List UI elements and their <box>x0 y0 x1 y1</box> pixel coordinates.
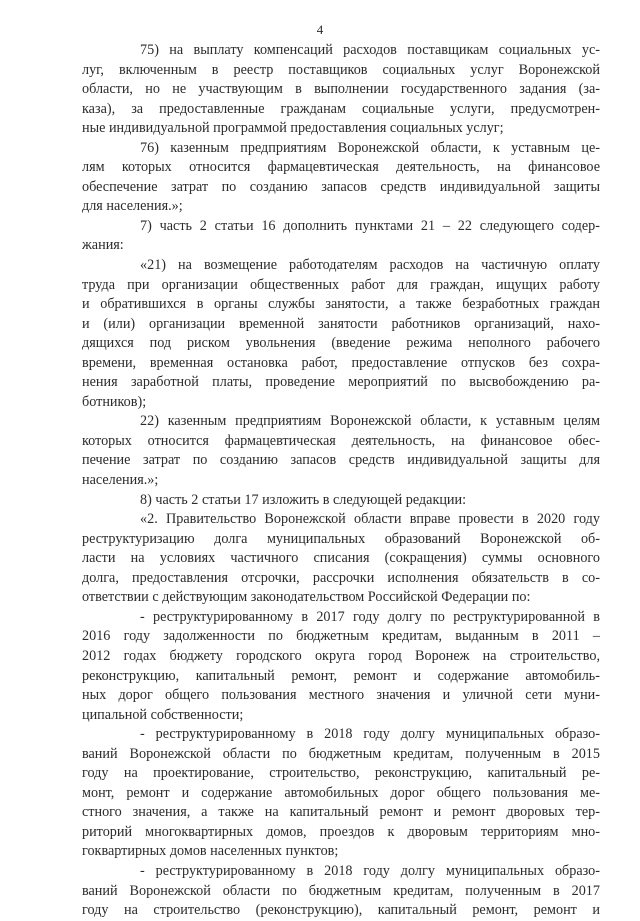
text-line: жания: <box>82 237 124 254</box>
text-line: - реструктурированному в 2017 году долгу по реструктурированной в <box>140 608 600 625</box>
text-line: стного значения, а также на капитальный ремонт и ремонт дворовых тер- <box>82 804 600 821</box>
text-line: каза), за предоставленные гражданам социальные услуги, предусмотрен- <box>82 100 600 117</box>
text-line: 2016 году задолженности по бюджетным кредитам, выданным в 2011 – <box>82 628 600 645</box>
text-line: риторий многоквартирных домов, проездов к дворовым территориям мно- <box>82 823 600 840</box>
text-line: году на строительство (реконструкцию), капитальный ремонт, ремонт и <box>82 902 600 919</box>
text-line: области, но не участвующим в выполнении государственного задания (за- <box>82 81 600 98</box>
text-line: лям которых относится фармацевтическая деятельность, на финансовое <box>82 159 600 176</box>
text-line: ных дорог общего пользования местного значения и уличной сети муни- <box>82 687 600 704</box>
text-line: монт, ремонт и содержание автомобильных дорог общего пользования ме- <box>82 784 600 801</box>
text-line: гоквартирных домов населенных пунктов; <box>82 843 339 860</box>
text-line: которых относится фармацевтическая деятельность, на финансовое обес- <box>82 432 600 449</box>
text-line: 2012 годах бюджету городского округа город Воронеж на строительство, <box>82 647 600 664</box>
text-line: труда при организации общественных работ для граждан, ищущих работу <box>82 276 600 293</box>
text-line: 7) часть 2 статьи 16 дополнить пунктами 21 – 22 следующего содер- <box>140 217 600 234</box>
text-line: реконструкцию, капитальный ремонт, ремонт и содержание автомобиль- <box>82 667 600 684</box>
text-line: - реструктурированному в 2018 году долгу муниципальных образо- <box>140 862 600 879</box>
text-line: 8) часть 2 статьи 17 изложить в следующей редакции: <box>140 491 467 508</box>
text-line: «21) на возмещение работодателям расходов на частичную оплату <box>140 257 600 274</box>
text-line: дящихся под риском увольнения (введение режима неполного рабочего <box>82 335 600 352</box>
text-line: 22) казенным предприятиям Воронежской области, к уставным целям <box>140 413 600 430</box>
text-line: и (или) организации временной занятости работников организаций, нахо- <box>82 315 600 332</box>
text-line: 76) казенным предприятиям Воронежской области, к уставным це- <box>140 139 600 156</box>
text-line: ласти на условиях частичного списания (сокращения) суммы основного <box>82 550 600 567</box>
text-line: ботников); <box>82 393 147 410</box>
page-number: 4 <box>316 22 324 37</box>
document-body <box>82 41 600 921</box>
text-line: году на проектирование, строительство, реконструкцию, капитальный ре- <box>82 765 600 782</box>
text-line: ваний Воронежской области по бюджетным кредитам, полученным в 2017 <box>82 882 600 899</box>
text-line: населения.»; <box>82 472 159 489</box>
text-line: луг, включенным в реестр поставщиков социальных услуг Воронежской <box>82 61 600 78</box>
text-line: реструктуризацию долга муниципальных образований Воронежской об- <box>82 530 600 547</box>
text-line: печение затрат по созданию запасов средств индивидуальной защиты для <box>82 452 600 469</box>
text-line: времени, временная остановка работ, предоставление отпусков без сохра- <box>82 354 600 371</box>
text-line: для населения.»; <box>82 198 183 215</box>
text-line: 75) на выплату компенсаций расходов поставщикам социальных ус- <box>140 42 600 58</box>
text-line: ваний Воронежской области по бюджетным кредитам, полученным в 2015 <box>82 745 600 762</box>
text-line: - реструктурированному в 2018 году долгу муниципальных образо- <box>140 726 600 743</box>
text-line: ные индивидуальной программой предоставления социальных услуг; <box>82 120 504 137</box>
text-line: обеспечение затрат по созданию запасов средств индивидуальной защиты <box>82 178 600 195</box>
text-line: нения заработной платы, проведение мероприятий по высвобождению ра- <box>82 374 600 391</box>
text-line: долга, предоставления отсрочки, рассрочки исполнения обязательств в со- <box>82 569 600 586</box>
text-line: и обратившихся в органы службы занятости, а также безработных граждан <box>82 296 600 313</box>
text-line: «2. Правительство Воронежской области вправе провести в 2020 году <box>140 511 600 528</box>
text-line: ципальной собственности; <box>82 706 244 723</box>
text-line: ответствии с действующим законодательством Российской Федерации по: <box>82 589 531 606</box>
